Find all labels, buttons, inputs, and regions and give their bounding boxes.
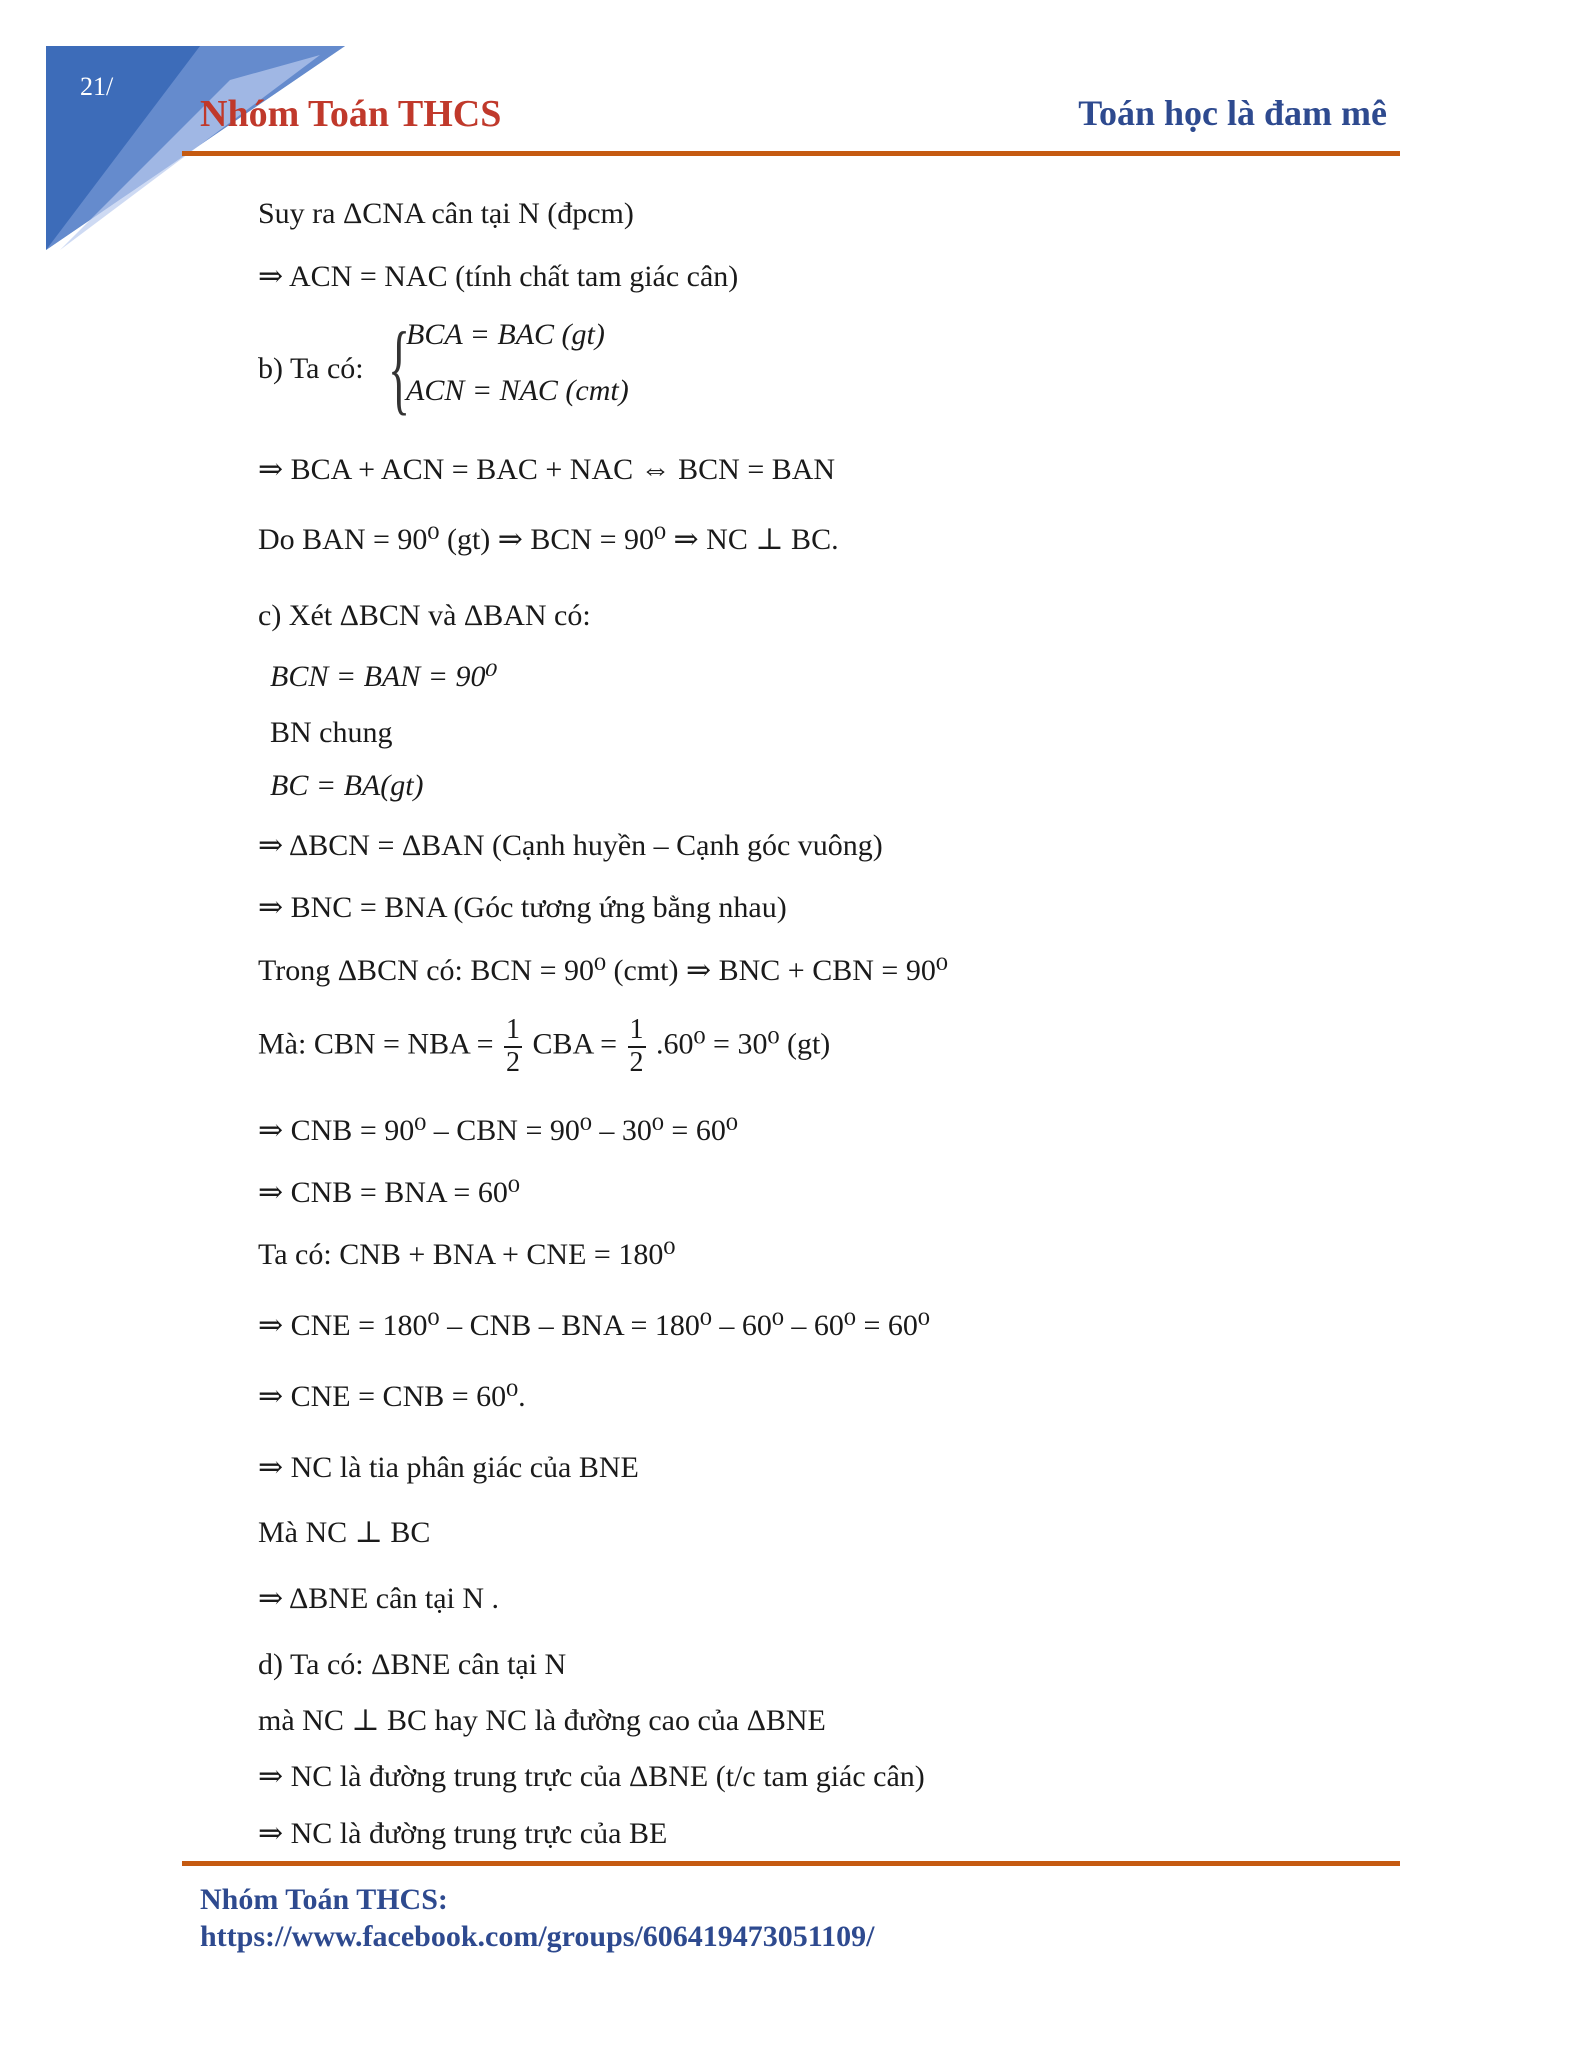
text-line: ⇒ NC là đường trung trực của BE [258,1817,668,1850]
fraction [504,1015,522,1079]
fraction-numerator: 1 [628,1015,646,1048]
text-line: ⇒ BNC = BNA (Góc tương ứng bằng nhau) [258,891,787,924]
text-line: BC = BA(gt) [270,769,424,802]
text-line: Ta có: CNB + BNA + CNE = 180⁰ [258,1238,676,1271]
system-row: ACN = NAC (cmt) [406,374,629,407]
text-line: ⇒ NC là đường trung trực của ΔBNE (t/c tam giác cân) [258,1760,925,1793]
text-line: ⇒ BCA + ACN = BAC + NAC ⇔ BCN = BAN [258,453,836,486]
system-row: BCA = BAC (gt) [406,318,605,351]
text-line: d) Ta có: ΔBNE cân tại N [258,1648,567,1681]
fraction-denominator: 2 [506,1046,521,1078]
fraction-numerator: 1 [504,1015,522,1048]
text-line: Do BAN = 90⁰ (gt) ⇒ BCN = 90⁰ ⇒ NC ⊥ BC. [258,523,839,556]
footer-rule [182,1861,1400,1866]
text-line: Mà NC ⊥ BC [258,1516,431,1549]
text-line: ⇒ CNB = BNA = 60⁰ [258,1176,520,1209]
footer-link[interactable]: https://www.facebook.com/groups/606419473051109/ [200,1920,875,1953]
text-line: BN chung [270,716,393,749]
header-slogan: Toán học là đam mê [1078,93,1387,133]
system-label: b) Ta có: [258,352,364,385]
text-line: BCN = BAN = 90⁰ [270,660,498,693]
fraction [628,1015,646,1079]
text-line: c) Xét ΔBCN và ΔBAN có: [258,599,591,632]
footer-group-name: Nhóm Toán THCS: [200,1883,448,1916]
text-line: mà NC ⊥ BC hay NC là đường cao của ΔBNE [258,1704,826,1737]
brace: { [388,312,411,425]
text-line: ⇒ ΔBNE cân tại N . [258,1582,500,1615]
text-line: ⇒ CNE = CNB = 60⁰. [258,1380,526,1413]
fraction-denominator: 2 [629,1046,644,1078]
text-line: Suy ra ΔCNA cân tại N (đpcm) [258,197,634,230]
text-line: ⇒ ΔBCN = ΔBAN (Cạnh huyền – Cạnh góc vuông) [258,829,883,862]
fraction-middle: CBA = [532,1027,617,1061]
text-line: ⇒ ACN = NAC (tính chất tam giác cân) [258,260,739,293]
text-line-fraction [258,1015,830,1079]
text-line: ⇒ CNB = 90⁰ – CBN = 90⁰ – 30⁰ = 60⁰ [258,1114,738,1147]
text-line: ⇒ NC là tia phân giác của BNE [258,1451,639,1484]
fraction-suffix: .60⁰ = 30⁰ (gt) [656,1027,831,1061]
header-group-title: Nhóm Toán THCS [200,93,502,135]
page-number: 21/ [80,72,114,101]
text-line: Trong ΔBCN có: BCN = 90⁰ (cmt) ⇒ BNC + CBN = 90⁰ [258,954,948,987]
fraction-prefix: Mà: CBN = NBA = [258,1027,494,1061]
text-line: ⇒ CNE = 180⁰ – CNB – BNA = 180⁰ – 60⁰ – 60⁰ = 60⁰ [258,1309,930,1342]
